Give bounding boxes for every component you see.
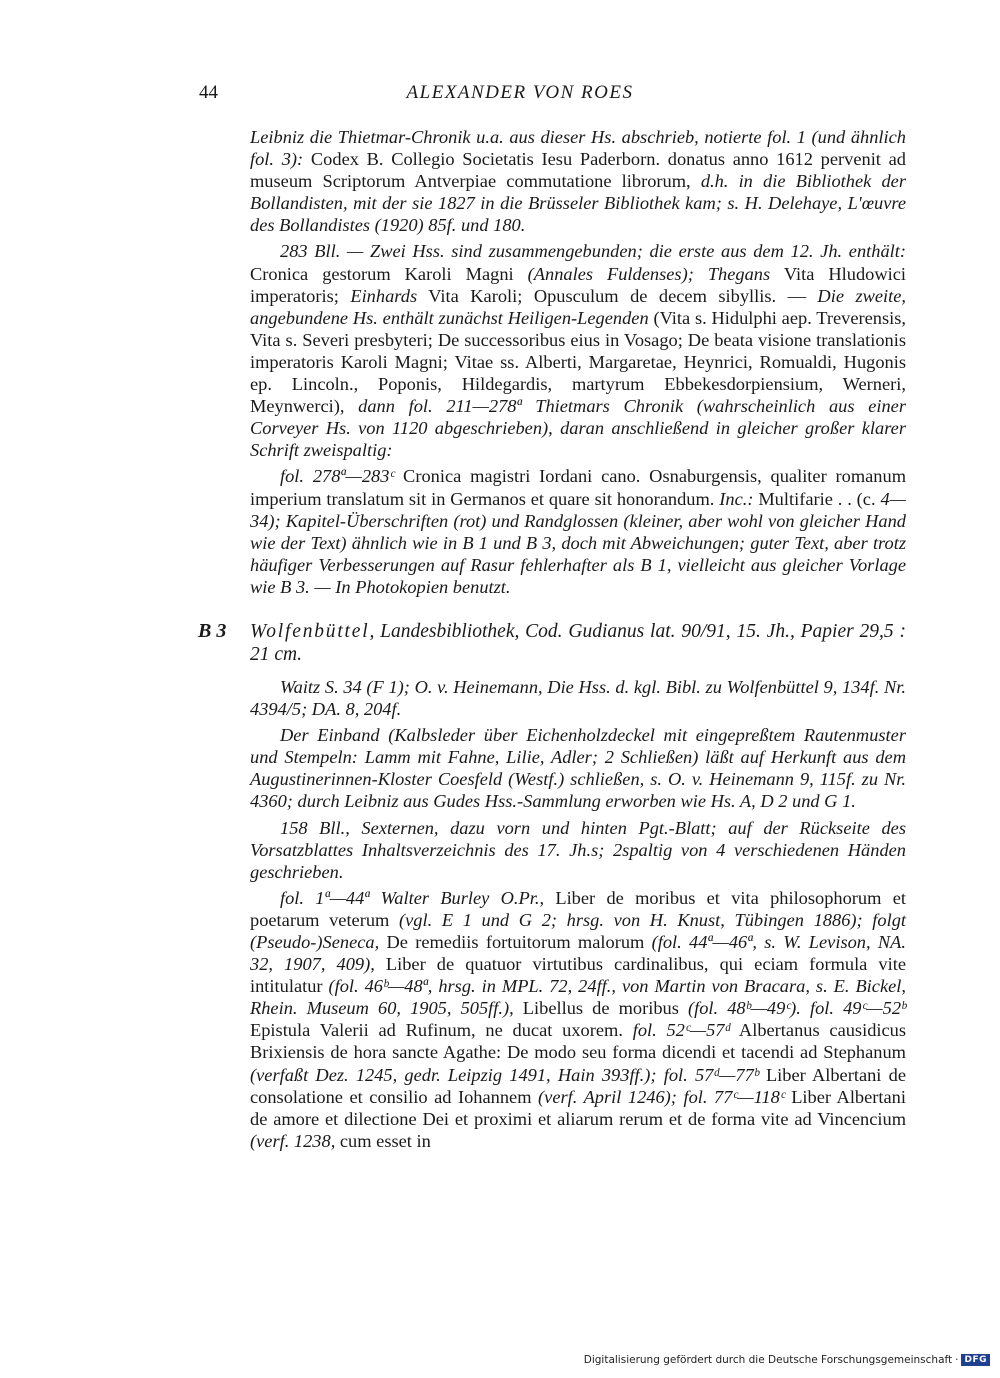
text-span: (fol. 44ª—46ª, s. W. Levison, NA. 32, 1907, 409), <box>250 932 906 975</box>
text-span: cum esset in <box>335 1130 431 1151</box>
text-span: d.h. in die Bibliothek der Bollandisten, mit der sie 1827 in die Brüsseler Bibliothek kam; s. H. Delehaye, L'œuvre des Bollandistes (1920) 85f. und 180. <box>250 171 906 236</box>
text-span: (fol. 48ᵇ—49ᶜ). fol. 49ᶜ—52ᵇ <box>688 998 906 1019</box>
manuscript-heading-b3 <box>198 619 906 666</box>
text-span: (verfaßt Dez. 1245, gedr. Leipzig 1491, Hain 393ff.); fol. 57ᵈ—77ᵇ <box>250 1064 759 1085</box>
text-span: Cronica gestorum Karoli Magni <box>250 263 528 284</box>
text-span: Vita Karoli; Opusculum de decem sibyllis. — <box>417 285 818 306</box>
paragraph-fol-278 <box>250 465 906 598</box>
text-span: dann fol. 211—278ª Thietmars Chronik (wahrscheinlich aus einer Corveyer Hs. von 1120 abgeschrieben), daran anschließend in gleicher großer klarer Schrift zweispaltig: <box>250 396 906 461</box>
text-span: (Annales Fuldenses); Thegans <box>527 263 771 284</box>
text-span: Inc.: <box>719 488 754 509</box>
text-span: fol. 52ᶜ—57ᵈ <box>632 1020 731 1041</box>
text-span: fol. 278ª—283ᶜ <box>280 466 395 487</box>
text-span: Leibniz die Thietmar-Chronik u.a. aus dieser Hs. abschrieb, notierte fol. 1 (und ähnlich fol. 3): <box>250 127 906 170</box>
text-span: Albertanus causidicus Brixiensis de hora sancte Agathe: De modo seu forma dicendi et tacendi ad Stephanum <box>250 1020 907 1063</box>
text-span: Liber Albertani de amore et dilectione Dei et proximi et aliarum rerum et de forma vite ad Vincencium <box>250 1086 906 1129</box>
text-span: 283 Bll. — Zwei Hss. sind zusammengebunden; die erste aus dem 12. Jh. enthält: <box>280 241 906 262</box>
paragraph-fol-1 <box>250 887 906 1152</box>
paragraph-leibniz <box>250 126 906 236</box>
footer-text: Digitalisierung gefördert durch die Deutsche Forschungsgemeinschaft <box>583 1354 953 1366</box>
paragraph-158-bll: 158 Bll., Sexternen, dazu vorn und hinten Pgt.-Blatt; auf der Rückseite des Vorsatzblattes Inhaltsverzeichnis des 17. Jh.s; 2spaltig von 4 verschiedenen Händen geschrieben. <box>250 817 906 882</box>
text-span: 4—34); Kapitel-Überschriften (rot) und Randglossen (kleiner, aber wohl von gleicher Hand wie der Text) ähnlich wie in B 1 und B 3, doch mit Abweichungen; guter Text, aber trotz häufiger Verbesserungen auf Rasur fehlerhafter als B 1, vielleicht aus gleicher Vorlage wie B 3. — In Photokopien benutzt. <box>250 488 906 597</box>
dfg-logo: DFG <box>961 1354 990 1366</box>
text-span: fol. 1ª—44ª Walter Burley O.Pr., <box>280 887 545 908</box>
text-span: Die zweite, angebundene Hs. enthält zunächst Heiligen-Legenden <box>250 285 907 328</box>
text-span: Einhards <box>350 285 418 306</box>
funding-footer <box>584 1354 990 1366</box>
manuscript-place: Wolfenbüttel <box>250 620 370 642</box>
text-span: Epistula Valerii ad Rufinum, ne ducat uxorem. <box>250 1020 633 1041</box>
text-span: (verf. April 1246); fol. 77ᶜ—118ᶜ <box>538 1086 785 1107</box>
text-span: Vita Hludowici imperatoris; <box>250 263 907 306</box>
manuscript-heading-text: , Landesbibliothek, Cod. Gudianus lat. 90/91, 15. Jh., Papier 29,5 : 21 cm. <box>250 620 906 665</box>
body-text <box>198 126 907 1152</box>
text-span: Libellus de moribus <box>513 998 688 1019</box>
text-span: Codex B. Collegio Societatis Iesu Paderborn. donatus anno 1612 pervenit ad museum Scriptorum Antverpiae commutatione librorum, <box>250 149 906 192</box>
text-span: Liber de quatuor virtutibus cardinalibus, qui eciam formula vite intitulatur <box>250 954 906 997</box>
footer-separator: · <box>955 1354 959 1366</box>
text-span: Multifarie . . (c. <box>753 488 881 509</box>
paragraph-waitz: Waitz S. 34 (F 1); O. v. Heinemann, Die Hss. d. kgl. Bibl. zu Wolfenbüttel 9, 134f. Nr. 4394/5; DA. 8, 204f. <box>250 676 906 720</box>
text-span: (verf. 1238, <box>250 1130 336 1151</box>
text-span: Cronica magistri Iordani cano. Osnaburgensis, qualiter romanum imperium translatum sit in Germanos et quare sit honorandum. <box>250 466 906 509</box>
paragraph-283-bll <box>250 240 906 461</box>
text-span: De remediis fortuitorum malorum <box>379 932 652 952</box>
text-span: (vgl. E 1 und G 2; hrsg. von H. Knust, Tübingen 1886); folgt (Pseudo-)Seneca, <box>250 909 906 952</box>
text-span: (Vita s. Hidulphi aep. Treverensis, Vita s. Severi presbyteri; De successoribus eius in Vosago; De beata visione translationis imperatoris Karoli Magni; Vitae ss. Alberti, Margaretae, Heynrici, Romualdi, Hugonis ep. Lincoln., Poponis, Hildegardis, martyrum Ebbekesdorpiensium, Werneri, Meynwerci), <box>250 307 906 417</box>
text-span: Liber de moribus et vita philosophorum et poetarum veterum <box>250 887 906 930</box>
text-span: (fol. 46ᵇ—48ª, hrsg. in MPL. 72, 24ff., von Martin von Bracara, s. E. Bickel, Rhein. Museum 60, 1905, 505ff.), <box>250 976 906 1019</box>
manuscript-sigla: B 3 <box>198 619 227 642</box>
running-title: ALEXANDER VON ROES <box>406 82 634 103</box>
page-number: 44 <box>199 82 218 103</box>
text-span: Liber Albertani de consolatione et consilio ad Iohannem <box>250 1064 906 1107</box>
paragraph-einband: Der Einband (Kalbsleder über Eichenholzdeckel mit eingepreßtem Rautenmuster und Stempeln: Lamm mit Fahne, Lilie, Adler; 2 Schließen) läßt auf Herkunft aus dem Augustinerinnen-Kloster Coesfeld (Westf.) schließen, s. O. v. Heinemann 9, 115f. zu Nr. 4360; durch Leibniz aus Gudes Hss.-Sammlung erworben wie Hs. A, D 2 und G 1. <box>250 725 906 812</box>
